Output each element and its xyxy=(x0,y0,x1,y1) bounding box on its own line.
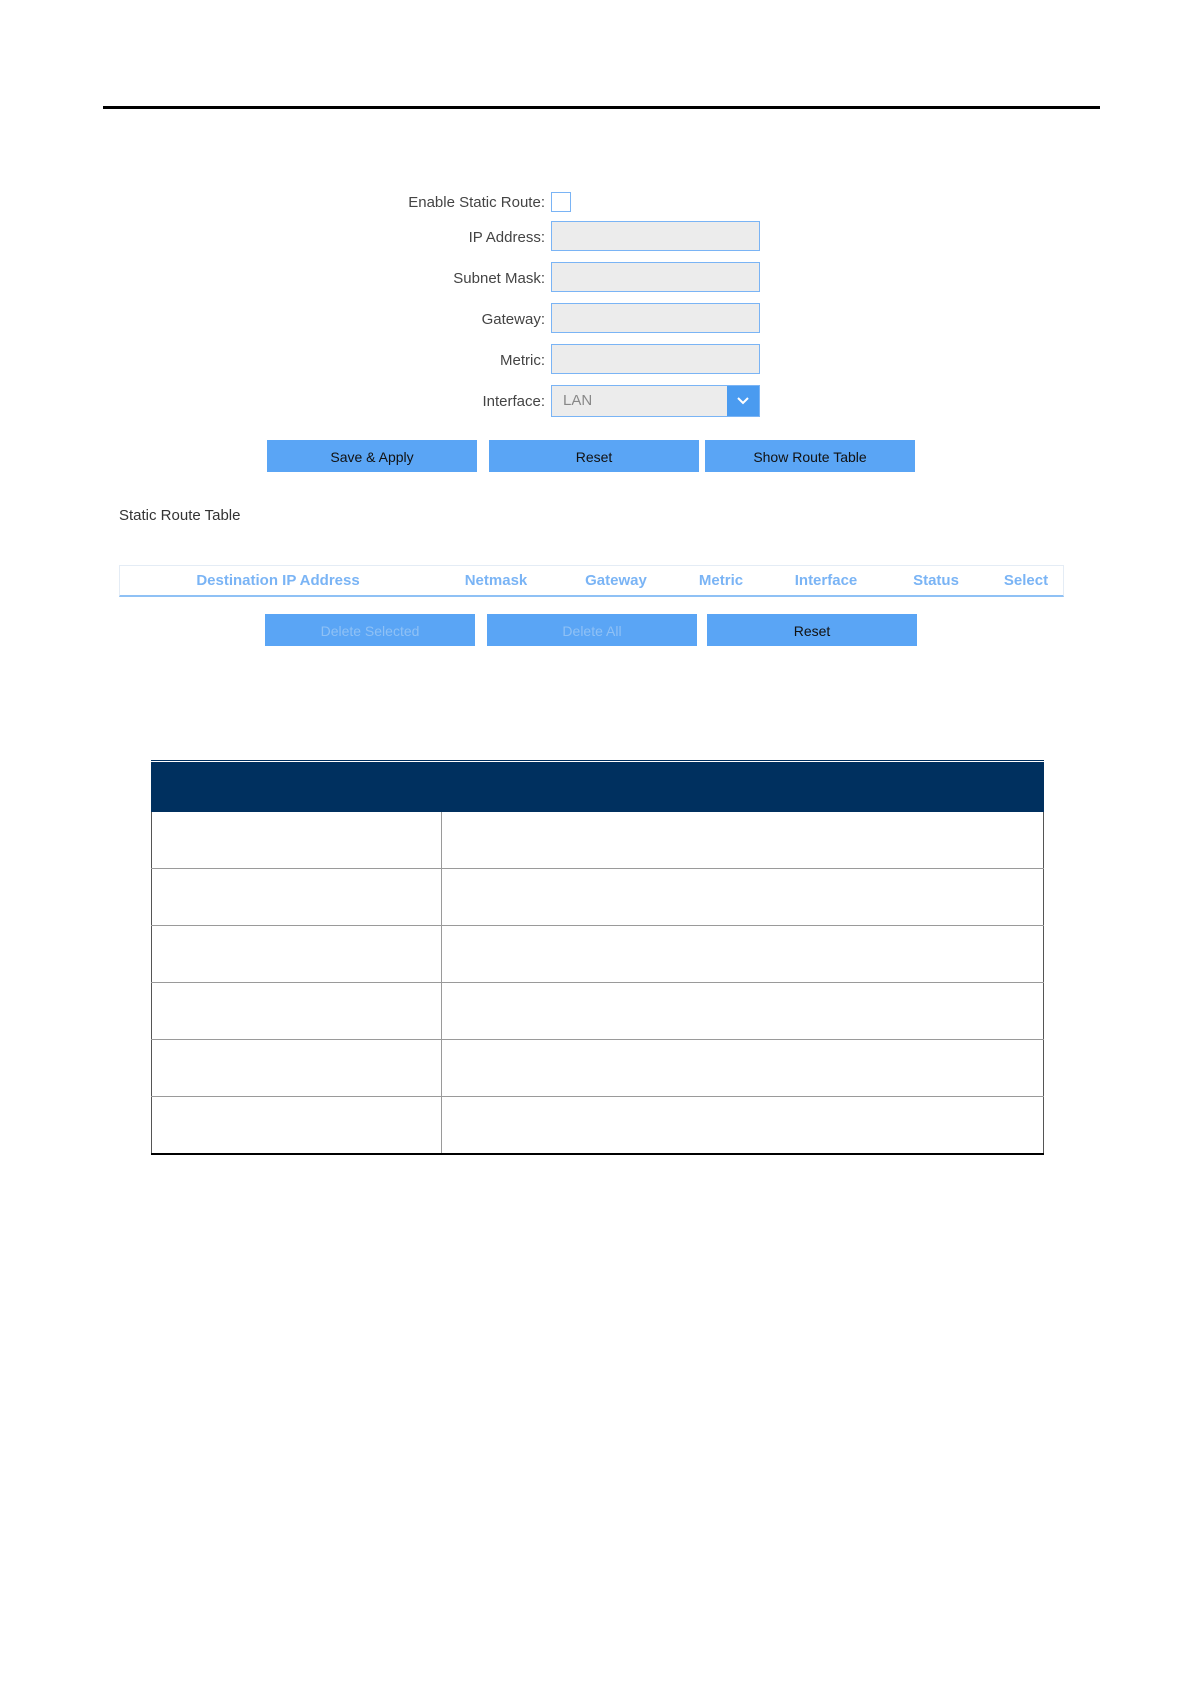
table-cell xyxy=(442,1097,1044,1155)
col-metric: Metric xyxy=(698,572,744,589)
interface-select[interactable] xyxy=(551,385,760,417)
col-destination-ip: Destination IP Address xyxy=(196,572,360,589)
ip-address-input[interactable] xyxy=(551,221,760,251)
subnet-mask-label: Subnet Mask: xyxy=(453,270,545,287)
table-cell xyxy=(152,812,442,869)
table-cell xyxy=(152,1097,442,1155)
description-header-cell-description xyxy=(442,762,1044,812)
delete-all-button[interactable]: Delete All xyxy=(487,614,697,646)
metric-input[interactable] xyxy=(551,344,760,374)
gateway-input[interactable] xyxy=(551,303,760,333)
gateway-row xyxy=(0,303,1191,337)
col-status: Status xyxy=(913,572,959,589)
table-row xyxy=(152,983,1044,1040)
interface-row xyxy=(0,385,1191,419)
route-table-header xyxy=(119,565,1064,597)
delete-selected-button[interactable]: Delete Selected xyxy=(265,614,475,646)
chevron-down-icon xyxy=(736,395,750,407)
table-cell xyxy=(442,1040,1044,1097)
table-cell xyxy=(152,1040,442,1097)
table-cell xyxy=(152,869,442,926)
interface-dropdown-button[interactable] xyxy=(727,386,759,416)
subnet-mask-input[interactable] xyxy=(551,262,760,292)
table-row xyxy=(152,1040,1044,1097)
gateway-label: Gateway: xyxy=(481,311,545,328)
table-cell xyxy=(442,983,1044,1040)
ip-address-row xyxy=(0,221,1191,255)
table-cell xyxy=(442,869,1044,926)
table-cell xyxy=(442,926,1044,983)
table-cell xyxy=(152,926,442,983)
route-table-reset-button[interactable]: Reset xyxy=(707,614,917,646)
description-header-cell-object xyxy=(152,762,442,812)
enable-static-route-label: Enable Static Route: xyxy=(408,194,545,211)
enable-static-route-checkbox[interactable] xyxy=(551,192,571,212)
interface-select-value: LAN xyxy=(563,392,593,409)
subnet-mask-row xyxy=(0,262,1191,296)
metric-row xyxy=(0,344,1191,378)
reset-button[interactable]: Reset xyxy=(489,440,699,472)
col-interface: Interface xyxy=(794,572,858,589)
description-table-header-row xyxy=(152,762,1044,812)
table-row xyxy=(152,926,1044,983)
page-top-rule xyxy=(103,106,1100,109)
description-table xyxy=(151,760,1044,1155)
col-netmask: Netmask xyxy=(464,572,528,589)
show-route-table-button[interactable]: Show Route Table xyxy=(705,440,915,472)
col-select: Select xyxy=(1003,572,1049,589)
interface-label: Interface: xyxy=(482,393,545,410)
table-cell xyxy=(152,983,442,1040)
ip-address-label: IP Address: xyxy=(468,229,545,246)
table-row xyxy=(152,1097,1044,1155)
metric-label: Metric: xyxy=(500,352,545,369)
table-row xyxy=(152,812,1044,869)
col-gateway: Gateway xyxy=(585,572,647,589)
enable-static-route-row xyxy=(0,186,1191,220)
table-row xyxy=(152,869,1044,926)
table-cell xyxy=(442,812,1044,869)
static-route-table-title: Static Route Table xyxy=(119,507,241,524)
save-apply-button[interactable]: Save & Apply xyxy=(267,440,477,472)
